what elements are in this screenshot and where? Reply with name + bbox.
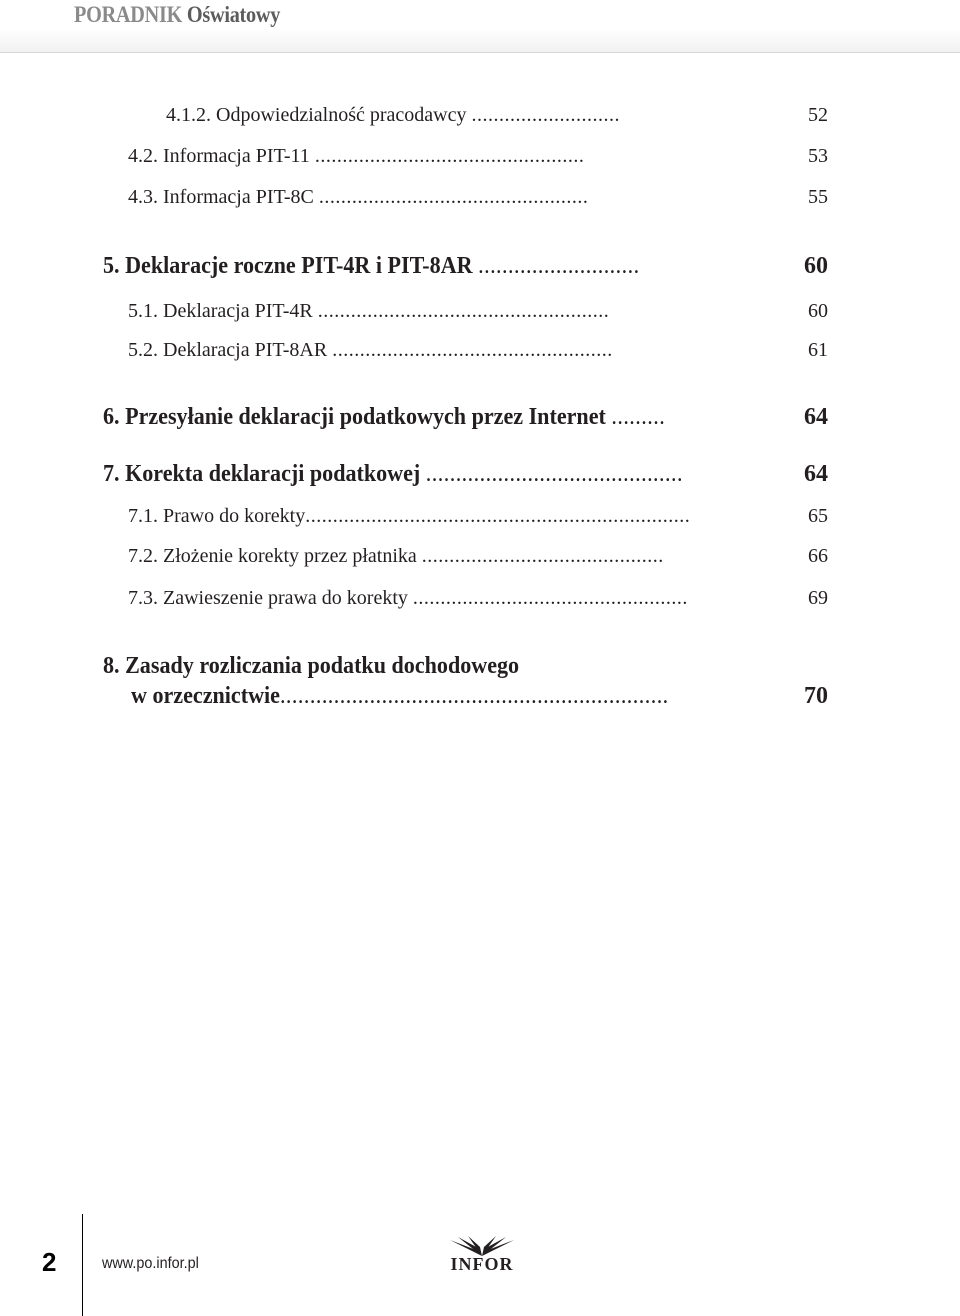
toc-entry-leader: ........................................... [425, 461, 683, 487]
toc-entry-title: 7.1. Prawo do korekty [128, 505, 306, 527]
toc-chapter[interactable] [0, 458, 960, 490]
footer-divider [82, 1214, 83, 1316]
toc-entry-title: 7.3. Zawieszenie prawa do korekty [128, 587, 408, 609]
toc-entry-page: 66 [808, 545, 828, 567]
toc-entry-leader: ................................................. [314, 145, 585, 167]
toc-chapter-title: 6. Przesyłanie deklaracji podatkowych przez Internet [103, 404, 606, 430]
toc-entry-page: 64 [804, 404, 828, 430]
publication-title-part2: Oświatowy [186, 2, 281, 27]
toc-entry-page: 70 [804, 683, 828, 709]
toc-chapter[interactable] [0, 250, 960, 282]
toc-chapter[interactable] [0, 650, 960, 682]
toc-entry-leader: ..................................................... [317, 300, 610, 322]
toc-chapter-title: w orzecznictwie [131, 683, 280, 709]
toc-entry[interactable] [0, 295, 960, 327]
toc-entry-page: 60 [804, 253, 828, 279]
toc-chapter-continuation[interactable] [0, 680, 960, 712]
toc-entry-title: 4.2. Informacja PIT-11 [128, 145, 310, 167]
toc-entry[interactable] [0, 99, 960, 131]
toc-entry-page: 55 [808, 186, 828, 208]
page-number: 2 [42, 1247, 57, 1277]
toc-entry-page: 60 [808, 300, 828, 322]
toc-entry[interactable] [0, 181, 960, 213]
publication-title [74, 2, 280, 28]
toc-entry-leader: ................................................................. [279, 683, 669, 709]
toc-entry-title: 4.3. Informacja PIT-8C [128, 186, 314, 208]
toc-entry-leader: ........................... [471, 104, 620, 126]
infor-logo [440, 1236, 524, 1276]
toc-entry-leader: ................................................. [318, 186, 589, 208]
toc-entry[interactable] [0, 540, 960, 572]
toc-chapter-title: 7. Korekta deklaracji podatkowej [103, 461, 421, 487]
logo-text: INFOR [450, 1254, 514, 1274]
footer-url-link[interactable]: www.po.infor.pl [102, 1255, 199, 1272]
toc-entry-page: 69 [808, 587, 828, 609]
toc-entry[interactable] [0, 582, 960, 614]
toc-entry-title: 7.2. Złożenie korekty przez płatnika [128, 545, 417, 567]
toc-entry[interactable] [0, 140, 960, 172]
toc-entry[interactable] [0, 334, 960, 366]
toc-entry-leader: ................................................... [332, 339, 613, 361]
toc-chapter[interactable] [0, 401, 960, 433]
publication-title-part1: PORADNIK [74, 2, 183, 27]
toc-entry[interactable] [0, 500, 960, 532]
page-header [0, 0, 960, 53]
toc-chapter-title: 5. Deklaracje roczne PIT-4R i PIT-8AR [103, 253, 473, 279]
toc-entry-page: 53 [808, 145, 828, 167]
toc-entry-leader: ........................... [478, 253, 640, 279]
toc-entry-page: 52 [808, 104, 828, 126]
toc-entry-leader: ...................................................................... [305, 505, 691, 527]
toc-entry-page: 64 [804, 461, 828, 487]
toc-entry-title: 4.1.2. Odpowiedzialność pracodawcy [166, 104, 467, 126]
toc-chapter-title: 8. Zasady rozliczania podatku dochodowego [103, 653, 520, 679]
toc-entry-title: 5.1. Deklaracja PIT-4R [128, 300, 313, 322]
toc-entry-leader: ............................................ [421, 545, 664, 567]
toc-entry-title: 5.2. Deklaracja PIT-8AR [128, 339, 328, 361]
toc-entry-page: 61 [808, 339, 828, 361]
toc-entry-leader: .................................................. [412, 587, 688, 609]
toc-entry-leader: ......... [611, 404, 666, 430]
toc-entry-page: 65 [808, 505, 828, 527]
